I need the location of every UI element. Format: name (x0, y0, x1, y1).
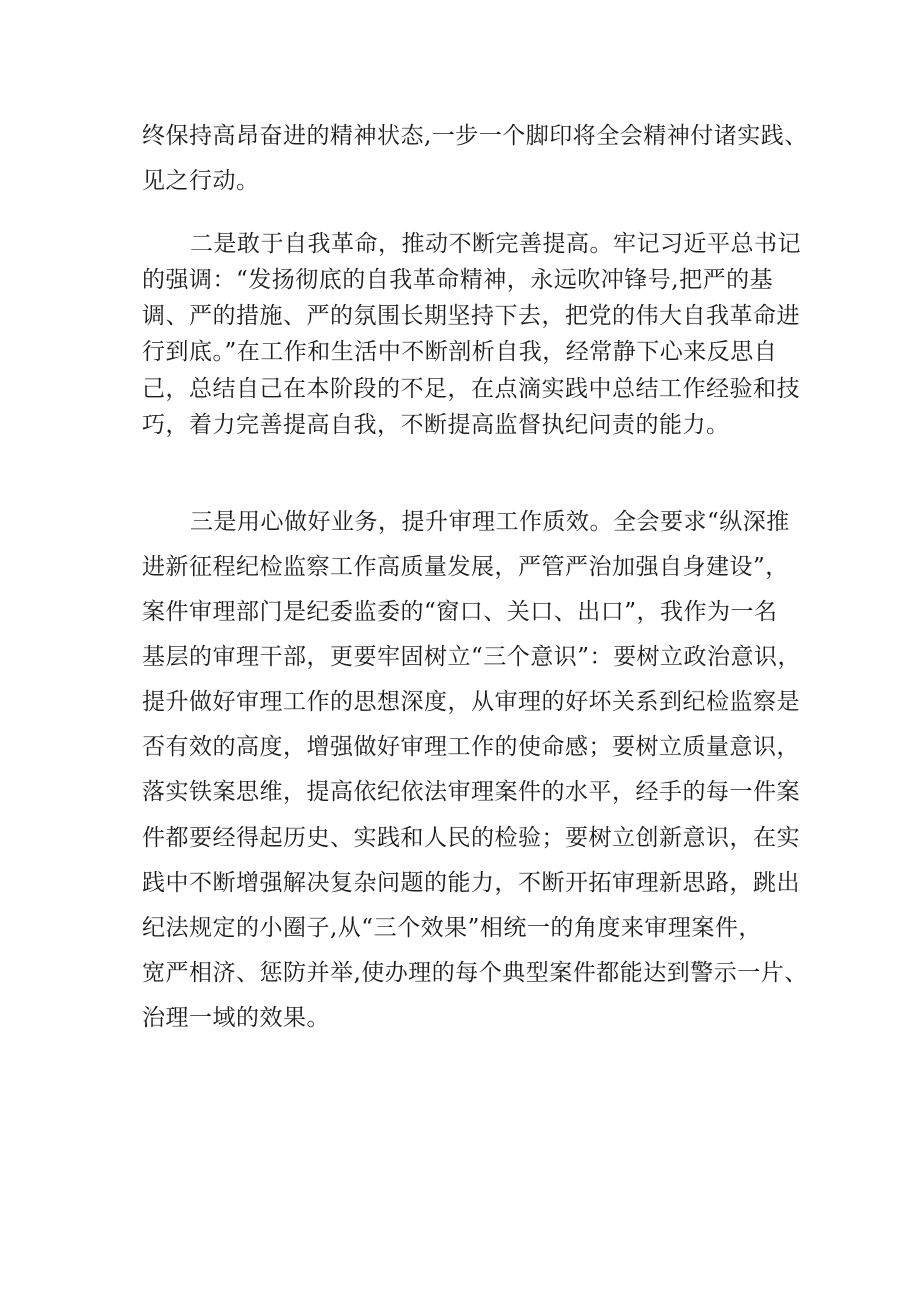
text-line: 进新征程纪检监察工作高质量发展，严管严治加强自身建设”， (142, 554, 789, 580)
text-line: 己，总结自己在本阶段的不足，在点滴实践中总结工作经验和技 (142, 376, 800, 402)
text-line: 践中不断增强解决复杂问题的能力，不断开拓审理新思路，跳出 (142, 870, 800, 896)
text-line: 的强调：“发扬彻底的自我革命精神，永远吹冲锋号,把严的基 (142, 267, 774, 293)
text-line: 案件审理部门是纪委监委的“窗口、关口、出口”，我作为一名 (142, 599, 778, 625)
text-line: 基层的审理干部，更要牢固树立“三个意识”：要树立政治意识， (142, 644, 802, 670)
text-line: 宽严相济、惩防并举,使办理的每个典型案件都能达到警示一片、 (142, 960, 808, 986)
text-line: 治理一域的效果。 (142, 1005, 330, 1031)
text-line: 巧，着力完善提高自我，不断提高监督执纪问责的能力。 (142, 412, 730, 438)
text-line: 否有效的高度，增强做好审理工作的使命感；要树立质量意识， (142, 734, 800, 760)
text-line: 件都要经得起历史、实践和人民的检验；要树立创新意识，在实 (142, 825, 800, 851)
text-line: 提升做好审理工作的思想深度，从审理的好坏关系到纪检监察是 (142, 689, 800, 715)
text-line: 二是敢于自我革命，推动不断完善提高。牢记习近平总书记 (190, 231, 801, 257)
text-line: 行到底。”在工作和生活中不断剖析自我，经常静下心来反思自 (142, 339, 778, 365)
text-line: 三是用心做好业务，提升审理工作质效。全会要求“纵深推 (190, 509, 790, 535)
text-line: 终保持高昂奋进的精神状态,一步一个脚印将全会精神付诸实践、 (142, 123, 808, 149)
text-line: 落实铁案思维，提高依纪依法审理案件的水平，经手的每一件案 (142, 779, 800, 805)
text-line: 见之行动。 (142, 168, 260, 194)
text-line: 纪法规定的小圈子,从“三个效果”相统一的角度来审理案件， (142, 915, 762, 941)
text-line: 调、严的措施、严的氛围长期坚持下去，把党的伟大自我革命进 (142, 303, 800, 329)
